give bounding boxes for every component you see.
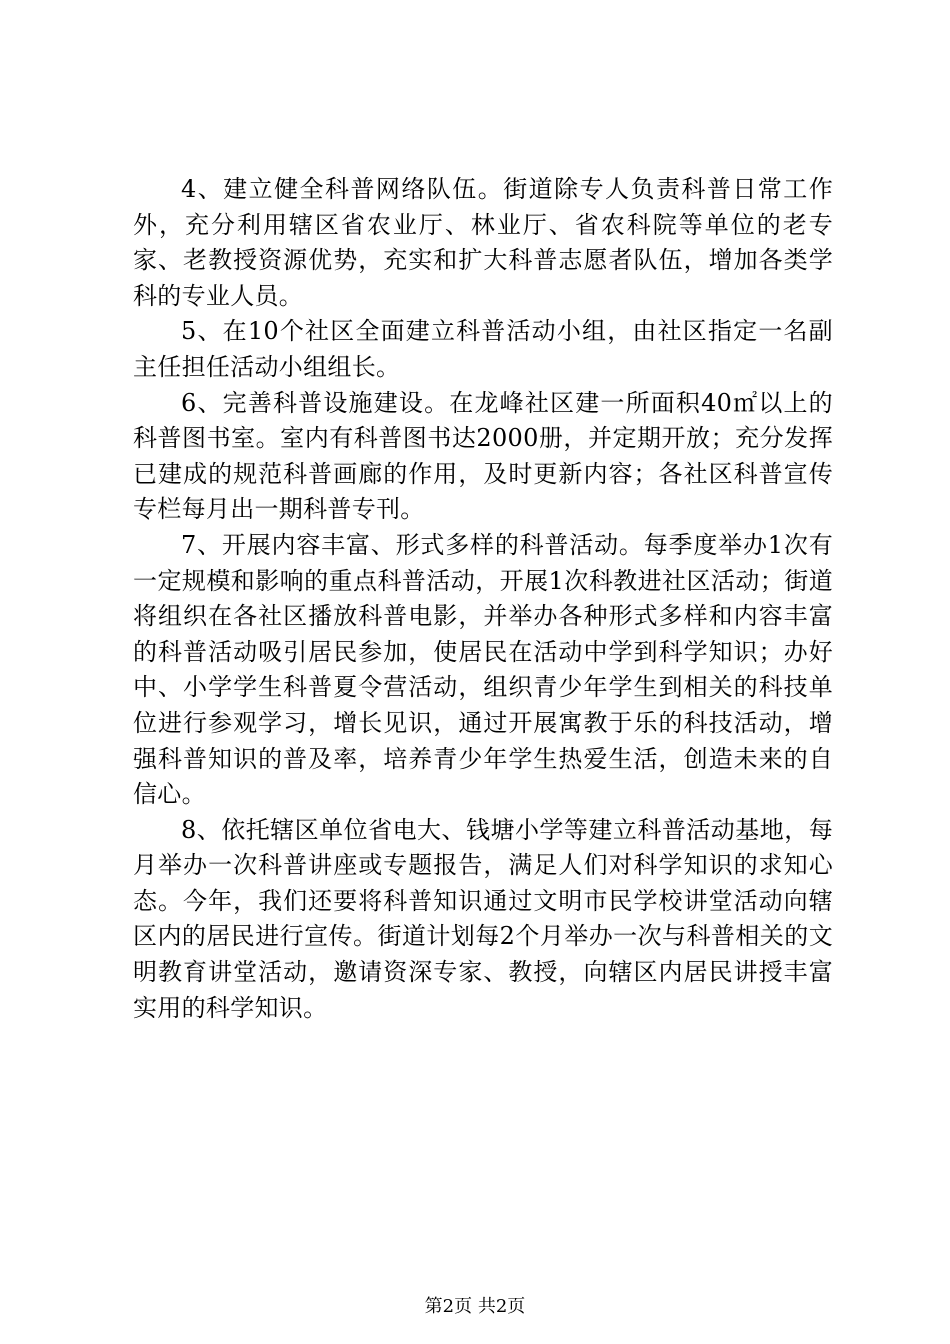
paragraph-item-7: 7、开展内容丰富、形式多样的科普活动。每季度举办1次有一定规模和影响的重点科普活动，开展1次科教进社区活动；街道将组织在各社区播放科普电影，并举办各种形式多样和内容丰富的科普活动吸引居民参加，使居民在活动中学到科学知识；办好中、小学学生科普夏令营活动，组织青少年学生到相关的科技单位进行参观学习，增长见识，通过开展寓教于乐的科技活动，增强科普知识的普及率，培养青少年学生热爱生活，创造未来的自信心。 bbox=[133, 530, 833, 809]
page-number-footer: 第2页 共2页 bbox=[424, 1296, 526, 1317]
paragraph-item-8: 8、依托辖区单位省电大、钱塘小学等建立科普活动基地，每月举办一次科普讲座或专题报告，满足人们对科学知识的求知心态。今年，我们还要将科普知识通过文明市民学校讲堂活动向辖区内的居民进行宣传。街道计划每2个月举办一次与科普相关的文明教育讲堂活动，邀请资深专家、教授，向辖区内居民讲授丰富实用的科学知识。 bbox=[133, 815, 833, 1022]
paragraph-item-4: 4、建立健全科普网络队伍。街道除专人负责科普日常工作外，充分利用辖区省农业厅、林业厅、省农科院等单位的老专家、老教授资源优势，充实和扩大科普志愿者队伍，增加各类学科的专业人员。 bbox=[133, 175, 833, 310]
paragraph-item-5: 5、在10个社区全面建立科普活动小组，由社区指定一名副主任担任活动小组组长。 bbox=[133, 317, 833, 381]
paragraph-item-6: 6、完善科普设施建设。在龙峰社区建一所面积40㎡以上的科普图书室。室内有科普图书达2000册，并定期开放；充分发挥已建成的规范科普画廊的作用，及时更新内容；各社区科普宣传专栏每月出一期科普专刊。 bbox=[133, 388, 833, 524]
document-body bbox=[133, 172, 833, 1026]
